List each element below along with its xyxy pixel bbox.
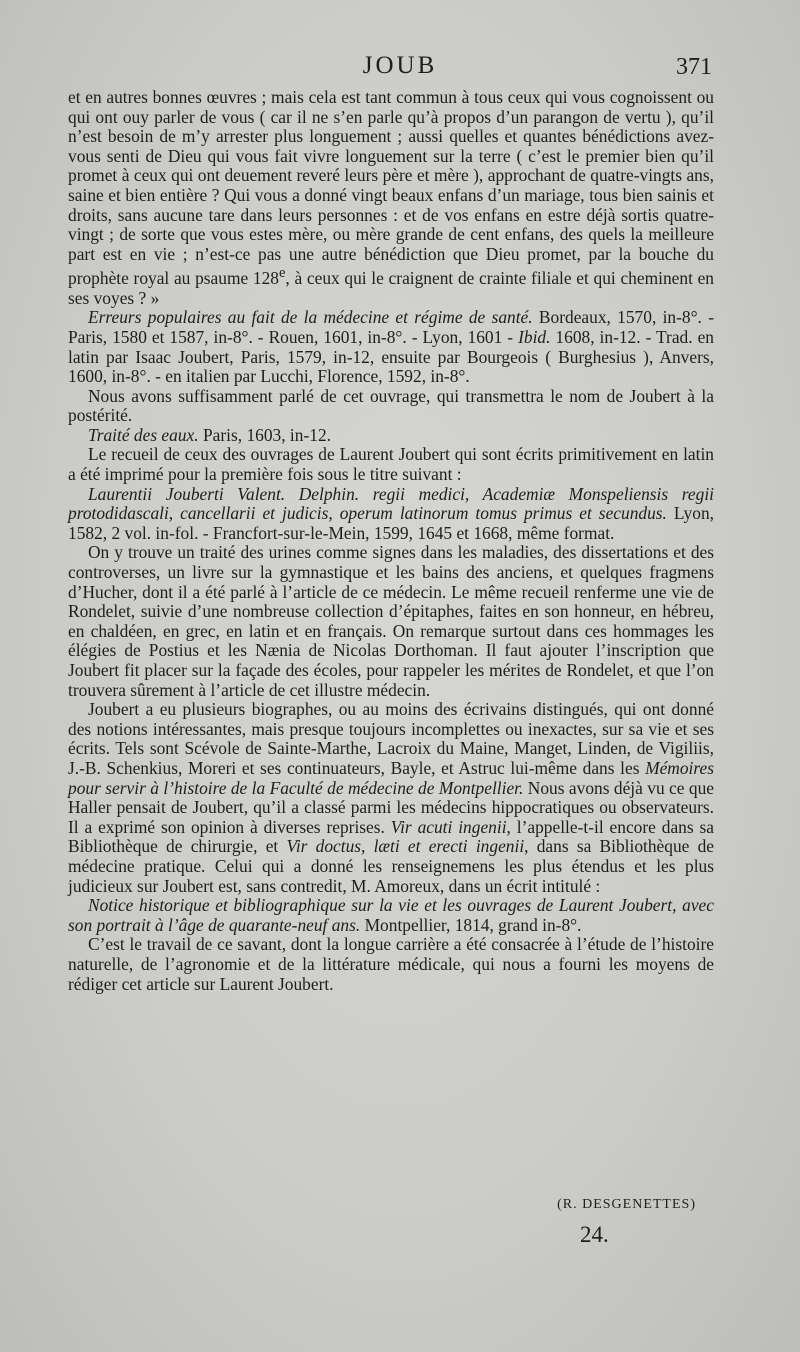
paragraph-p3: Nous avons suffisamment parlé de cet ouvrage, qui transmettra le nom de Joubert à la postérité. bbox=[68, 385, 714, 426]
paragraph-p8: Joubert a eu plusieurs biographes, ou au moins des écrivains distingués, qui ont donné des notions intéressantes, mais presque toujours incomplettes ou inexactes, sur sa vie et ses écrits. Tels sont Scévole de Sainte-Marthe, Lacroix du Maine, Manget, Linden, de Vigiliis, J.-B. Schenkius, Moreri et ses continuateurs, Bayle, et Astruc lui-même dans les Mémoires pour servir à l’histoire de la Faculté de médecine de Montpellier. Nous avons déjà vu ce que Haller pensait de Joubert, qu’il a classé parmi les médecins hippocratiques ou observateurs. Il a exprimé son opinion à diverses reprises. Vir acuti ingenii, l’appelle-t-il encore dans sa Bibliothèque de chirurgie, et Vir doctus, læti et erecti ingenii, dans sa Bibliothèque de médecine pratique. Celui qui a donné les renseignemens les plus étendus et les plus judicieux sur Joubert est, sans contredit, M. Amoreux, dans un écrit intitulé : bbox=[68, 699, 715, 896]
running-header bbox=[0, 52, 800, 86]
body-text bbox=[68, 88, 714, 994]
paragraph-p4: Traité des eaux. Paris, 1603, in-12. bbox=[88, 424, 331, 445]
author-signature: (R. DESGENETTES) bbox=[557, 1197, 696, 1212]
paragraph-p2: Erreurs populaires au fait de la médecine et régime de santé. Bordeaux, 1570, in-8°. - Paris, 1580 et 1587, in-8°. - Rouen, 1601, in-8°. - Lyon, 1601 - Ibid. 1608, in-12. - Trad. en latin par Isaac Joubert, Paris, 1579, in-12, ensuite par Bourgeois ( Burghesius ), Anvers, 1600, in-8°. - en italien par Lucchi, Florence, 1592, in-8°. bbox=[68, 307, 714, 387]
signature-mark: 24. bbox=[580, 1222, 609, 1247]
paragraph-p6: Laurentii Jouberti Valent. Delphin. regii medici, Academiæ Monspeliensis regii protodidascali, cancellarii et judicis, operum latinorum tomus primus et secundus. Lyon, 1582, 2 vol. in-fol. - Francfort-sur-le-Mein, 1599, 1645 et 1668, même format. bbox=[68, 483, 714, 543]
paragraph-p1: et en autres bonnes œuvres ; mais cela est tant commun à tous ceux qui vous cognoissent ou qui ont ouy parler de vous ( car il ne s’en parle qu’à propos d’un parangon de vertu ), qu’il n’est besoin de m’y arrester plus longuement ; aussi quelles et quantes bénédictions avez-vous senti de Dieu qui vous fait vivre longuement sur la terre ( c’est le premier bien qu’il promet à ceux qui ont deuement reveré leurs père et mère ), approchant de quatre-vingts ans, saine et bien entière ? Qui vous a donné vingt beaux enfans d’un mariage, tous bien sainis et droits, sans aucune tare dans leurs personnes : et de vos enfans en estre déjà sortis quatre-vingt ; de sorte que vous estes mère, ou mère grande de cent enfans, des quels la meilleure part est en vie ; n’est-ce pas une autre bénédiction que Dieu promet, par la bouche du prophète royal au psaume 128e, à ceux qui le craignent de crainte filiale et qui cheminent en ses voyes ? » bbox=[68, 87, 715, 308]
paragraph-p9: Notice historique et bibliographique sur la vie et les ouvrages de Laurent Joubert, avec son portrait à l’âge de quarante-neuf ans. Montpellier, 1814, grand in-8°. bbox=[68, 895, 714, 935]
paragraph-p5: Le recueil de ceux des ouvrages de Laurent Joubert qui sont écrits primitivement en latin a été imprimé pour la première fois sous le titre suivant : bbox=[68, 444, 714, 485]
paragraph-p7: On y trouve un traité des urines comme signes dans les maladies, des dissertations et des controverses, un livre sur la gymnastique et les bains des anciens, et quelques fragmens d’Hucher, dont il a été parlé à l’article de ce médecin. Le même recueil renferme une vie de Rondelet, suivie d’une nombreuse collection d’épitaphes, faites en son honneur, en hébreu, en chaldéen, en grec, en latin et en français. On remarque surtout dans ces hommages les élégies de Postius et les Nænia de Nicolas Dorthoman. Il faut ajouter l’inscription que Joubert fit placer sur la façade des écoles, pour rappeler les mérites de Rondelet, et que l’on trouvera sûrement à l’article de cet illustre médecin. bbox=[68, 542, 714, 700]
page-number: 371 bbox=[676, 54, 712, 80]
paragraph-p10: C’est le travail de ce savant, dont la longue carrière a été consacrée à l’étude de l’histoire naturelle, de l’agronomie et de la littérature médicale, qui nous a fourni les moyens de rédiger cet article sur Laurent Joubert. bbox=[68, 934, 714, 994]
running-title: JOUB bbox=[362, 52, 438, 79]
